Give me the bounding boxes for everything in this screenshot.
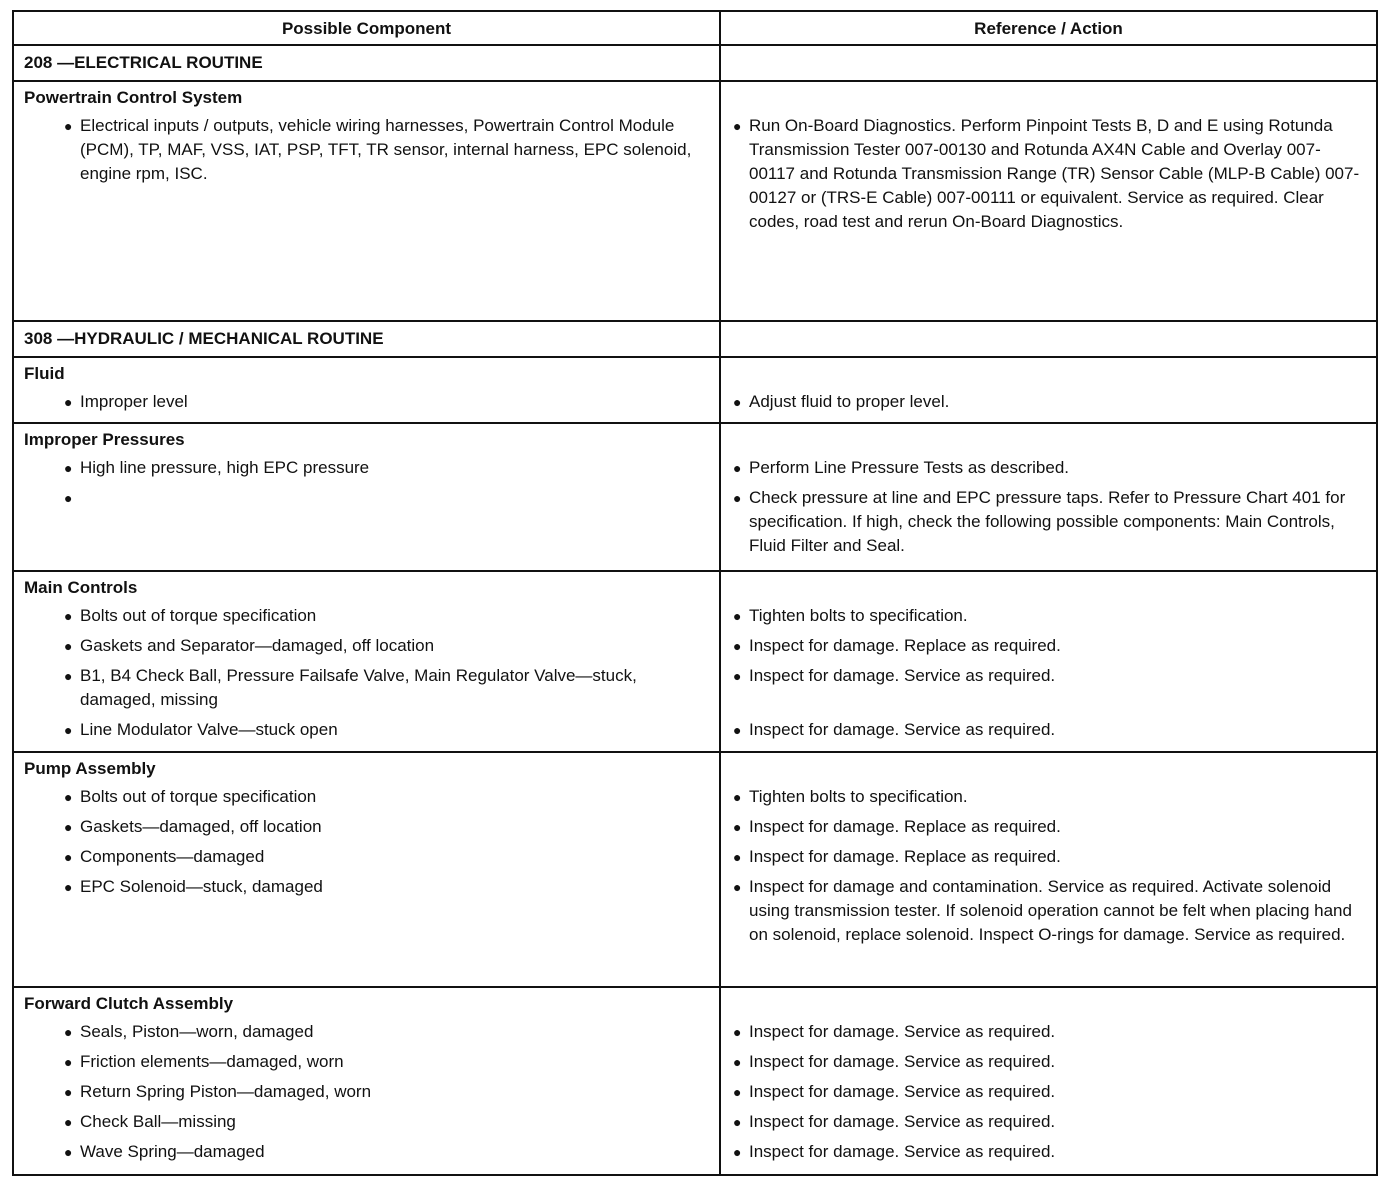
list-item: ● Seals, Piston—worn, damaged [24,1020,709,1044]
list-item: ● B1, B4 Check Ball, Pressure Failsafe Valve, Main Regulator Valve—stuck, damaged, missing [64,666,637,709]
bullet-icon: ● [64,879,73,895]
bullet-icon: ● [733,1024,742,1040]
pump-action-cell [721,753,1376,988]
fluid-action-cell [721,358,1376,424]
list-item: ● Line Modulator Valve—stuck open [24,718,709,742]
list-item: ● Inspect for damage. Service as required. [731,1020,1366,1044]
bullet-icon: ● [64,638,73,654]
bullet-icon: ● [64,490,73,506]
bullet-icon: ● [733,789,742,805]
list-item: ● Inspect for damage. Service as required. [731,1140,1366,1164]
bullet-icon: ● [733,668,742,684]
pressures-action-list [731,456,1366,558]
forward-clutch-component-list [24,1020,709,1164]
list-item: ● Inspect for damage. Replace as required. [731,815,1366,839]
list-item: ● Inspect for damage. Service as required. [731,718,1366,742]
bullet-icon: ● [733,118,742,134]
pump-action-list [731,785,1366,947]
fluid-action-list [731,390,1366,414]
list-item: ● Gaskets and Separator—damaged, off location [24,634,709,658]
bullet-icon: ● [64,819,73,835]
section-title-pump: Pump Assembly [24,759,156,778]
bullet-icon: ● [64,722,73,738]
list-item: ● Inspect for damage. Service as required. [731,1080,1366,1104]
section-title-powertrain: Powertrain Control System [24,88,243,107]
diagnosis-table [12,10,1378,1176]
main-controls-component-list [24,604,709,742]
routine-hydraulic-empty [721,322,1376,358]
header-action: Reference / Action [721,12,1376,46]
list-item: ● High line pressure, high EPC pressure [24,456,709,480]
powertrain-component-cell [14,82,721,322]
bullet-icon: ● [733,722,742,738]
bullet-icon: ● [733,460,742,476]
list-item: ● Tighten bolts to specification. [731,604,1366,628]
bullet-icon: ● [64,789,73,805]
routine-hydraulic-heading: 308 —HYDRAULIC / MECHANICAL ROUTINE [14,322,721,358]
bullet-icon: ● [733,1144,742,1160]
bullet-icon: ● [733,819,742,835]
main-controls-action-cell [721,572,1376,753]
list-item: ● Friction elements—damaged, worn [24,1050,709,1074]
forward-clutch-action-cell [721,988,1376,1174]
pump-component-cell [14,753,721,988]
list-item: ● Inspect for damage. Service as required. [731,1050,1366,1074]
list-item: ● Electrical inputs / outputs, vehicle wiring harnesses, Powertrain Control Module (PCM), TP, MAF, VSS, IAT, PSP, TFT, TR sensor, internal harness, EPC solenoid, engine rpm, ISC. [64,116,692,183]
bullet-icon: ● [733,638,742,654]
bullet-icon: ● [64,1084,73,1100]
bullet-icon: ● [733,1114,742,1130]
list-item: ● Inspect for damage and contamination. Service as required. Activate solenoid using transmission tester. If solenoid operation cannot be felt when placing hand on solenoid, replace solenoid. Inspect O-rings for damage. Service as required. [733,877,1352,944]
list-item: ● Return Spring Piston—damaged, worn [24,1080,709,1104]
pressures-action-cell [721,424,1376,572]
bullet-icon: ● [733,849,742,865]
bullet-icon: ● [64,1144,73,1160]
list-item: ● Bolts out of torque specification [24,604,709,628]
bullet-icon: ● [64,118,73,134]
pump-component-list [24,785,709,899]
list-item: ● Perform Line Pressure Tests as described. [731,456,1366,480]
bullet-icon: ● [733,1054,742,1070]
pressures-component-cell [14,424,721,572]
list-item: ● Check pressure at line and EPC pressure taps. Refer to Pressure Chart 401 for specification. If high, check the following possible components: Main Controls, Fluid Filter and Seal. [733,488,1346,555]
bullet-icon: ● [733,1084,742,1100]
forward-clutch-action-list [731,1020,1366,1164]
list-item: ● Inspect for damage. Service as required. [731,664,1366,688]
pressures-component-list [24,456,709,506]
list-item: ● Adjust fluid to proper level. [731,390,1366,414]
list-item: ● Improper level [24,390,709,414]
main-controls-action-list [731,604,1366,742]
list-item: ● Run On-Board Diagnostics. Perform Pinpoint Tests B, D and E using Rotunda Transmission Tester 007-00130 and Rotunda AX4N Cable and Overlay 007-00117 and Rotunda Transmission Range (TR) Sensor Cable (MLP-B Cable) 007-00127 or (TRS-E Cable) 007-00111 or equivalent. Service as required. Clear codes, road test and rerun On-Board Diagnostics. [733,116,1360,231]
powertrain-action-list [731,114,1366,234]
forward-clutch-component-cell [14,988,721,1174]
list-item: ● Tighten bolts to specification. [731,785,1366,809]
bullet-icon: ● [64,849,73,865]
fluid-component-cell [14,358,721,424]
routine-electrical-empty [721,46,1376,82]
bullet-icon: ● [733,490,742,506]
section-title-pressures: Improper Pressures [24,430,185,449]
section-title-main-controls: Main Controls [24,578,138,597]
bullet-icon: ● [64,668,73,684]
bullet-icon: ● [64,1024,73,1040]
list-item: ● Bolts out of torque specification [24,785,709,809]
powertrain-action-cell [721,82,1376,322]
list-item: ● Check Ball—missing [24,1110,709,1134]
list-item: ● Gaskets—damaged, off location [24,815,709,839]
main-controls-component-cell [14,572,721,753]
list-item: ● Inspect for damage. Replace as required. [731,634,1366,658]
header-component: Possible Component [14,12,721,46]
list-item: ● Components—damaged [24,845,709,869]
section-title-forward-clutch: Forward Clutch Assembly [24,994,234,1013]
bullet-icon: ● [64,608,73,624]
list-item: ● Wave Spring—damaged [24,1140,709,1164]
list-item: ● Inspect for damage. Replace as required. [731,845,1366,869]
bullet-icon: ● [64,460,73,476]
bullet-icon: ● [733,608,742,624]
section-title-fluid: Fluid [24,364,65,383]
list-item: ● Inspect for damage. Service as required. [731,1110,1366,1134]
routine-electrical-heading: 208 —ELECTRICAL ROUTINE [14,46,721,82]
bullet-icon: ● [733,394,742,410]
bullet-icon: ● [64,1114,73,1130]
bullet-icon: ● [733,879,742,895]
bullet-icon: ● [64,394,73,410]
bullet-icon: ● [64,1054,73,1070]
fluid-component-list [24,390,709,414]
powertrain-component-list [24,114,709,186]
list-item: ● EPC Solenoid—stuck, damaged [24,875,709,899]
